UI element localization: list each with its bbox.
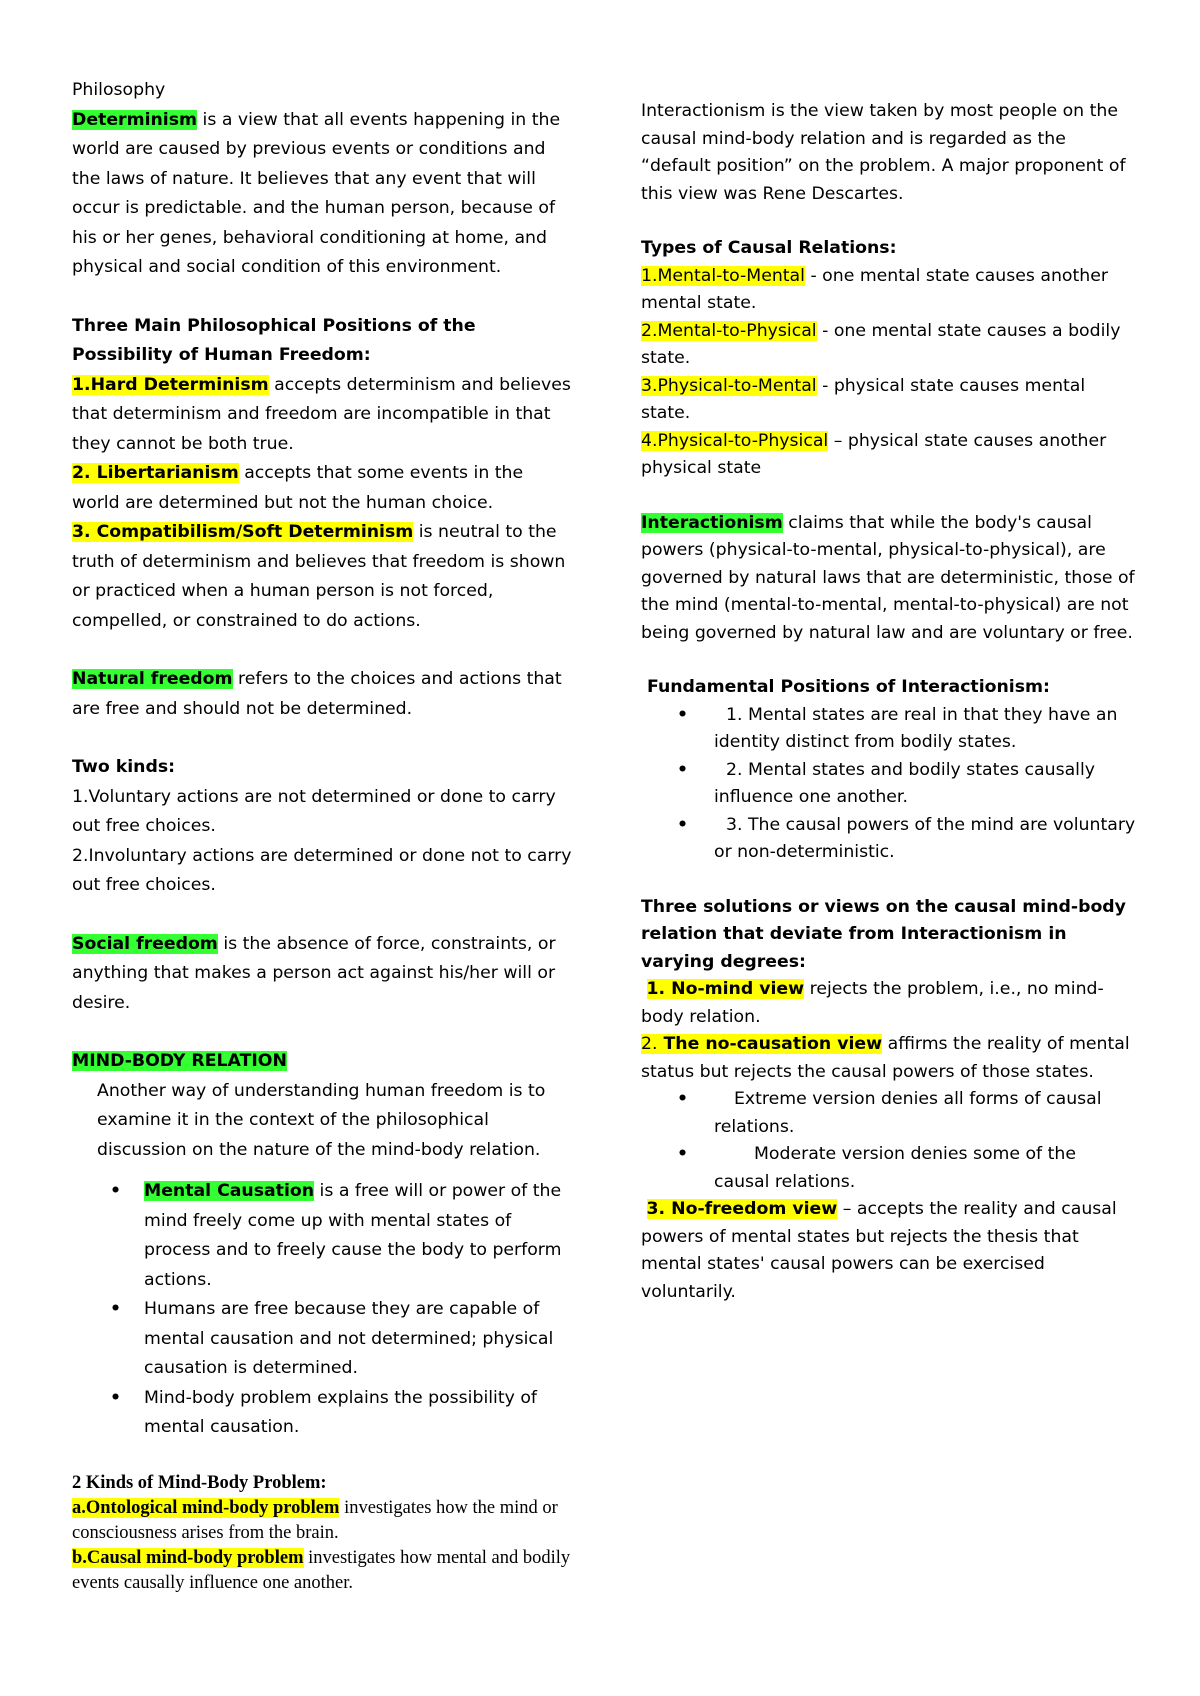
- list-item: [641, 702, 1136, 757]
- causal-term: b.Causal mind-body problem: [72, 1547, 304, 1568]
- list-item: [72, 1177, 572, 1295]
- kinds-problem-item: [72, 1496, 572, 1546]
- type-item: [641, 263, 1136, 318]
- list-item-text: Moderate version denies some of the causal relations.: [714, 1144, 1076, 1192]
- natural-freedom-term: Natural freedom: [72, 669, 233, 689]
- determinism-term: Determinism: [72, 109, 198, 130]
- mind-body-bullets: [72, 1177, 572, 1443]
- natural-freedom-text: refers to the choices and actions that are free and should not be determined.: [72, 669, 562, 719]
- list-item: [641, 1141, 1136, 1196]
- interactionism-term: Interactionism: [641, 512, 783, 533]
- type-text: – physical state causes another physical state: [641, 430, 1107, 478]
- position-text: accepts that some events in the world are determined but not the human choice.: [72, 463, 524, 513]
- type-text: - one mental state causes another mental state.: [641, 265, 1108, 313]
- solution-term: 1. No-mind view: [646, 979, 805, 999]
- list-item: [641, 757, 1136, 812]
- interactionism-intro: Interactionism is the view taken by most people on the causal mind-body relation and is regarded as the “default position” on the problem. A major proponent of this view was Rene Descartes.: [641, 101, 1126, 204]
- type-item: [641, 373, 1136, 428]
- determinism-text: is a view that all events happening in the world are caused by previous events or conditions and the laws of nature. It believes that any event that will occur is predictable. and the human person, because of his or her genes, behavioral conditioning at home, and physical and social condition of this environment.: [72, 109, 561, 277]
- type-term: 4.Physical-to-Physical: [641, 430, 829, 451]
- list-item-text: 3. The causal powers of the mind are voluntary or non-deterministic.: [714, 814, 1136, 862]
- three-solutions-heading: Three solutions or views on the causal mind-body relation that deviate from Interactionism in varying degrees:: [641, 896, 1126, 972]
- mind-body-heading-text: MIND-BODY RELATION: [72, 1051, 287, 1071]
- natural-freedom-paragraph: [72, 665, 572, 724]
- kinds-problem-heading: 2 Kinds of Mind-Body Problem:: [72, 1472, 327, 1493]
- list-item-text: 1. Mental states are real in that they have an identity distinct from bodily states.: [714, 704, 1118, 752]
- list-item-text: Extreme version denies all forms of causal relations.: [714, 1089, 1102, 1137]
- two-kinds-item: 2.Involuntary actions are determined or done not to carry out free choices.: [72, 845, 572, 895]
- mind-body-intro: Another way of understanding human freedom is to examine it in the context of the philosophical discussion on the nature of the mind-body relation.: [97, 1080, 546, 1160]
- type-item: [641, 318, 1136, 373]
- position-text: accepts determinism and believes that determinism and freedom are incompatible in that they cannot be both true.: [72, 374, 571, 454]
- solution-item: [641, 1031, 1136, 1086]
- list-item-text: is a free will or power of the mind freely come up with mental states of process and to freely cause the body to perform actions.: [144, 1181, 562, 1290]
- right-column: [641, 98, 1136, 1306]
- list-item: • Humans are free because they are capable of mental causation and not determined; physical causation is determined.: [72, 1295, 572, 1384]
- solution-text: – accepts the reality and causal powers of mental states but rejects the thesis that mental states' causal powers can be exercised voluntarily.: [641, 1199, 1117, 1302]
- kinds-problem-item: [72, 1546, 572, 1596]
- two-kinds-heading: Two kinds:: [72, 757, 176, 777]
- left-column: [72, 76, 572, 1596]
- no-causation-versions: [641, 1086, 1136, 1196]
- social-freedom-paragraph: [72, 930, 572, 1019]
- type-text: - one mental state causes a bodily state.: [641, 320, 1121, 368]
- fundamental-list: [641, 702, 1136, 867]
- list-item-text: 2. Mental states and bodily states causally influence one another.: [714, 759, 1095, 807]
- fundamental-heading: Fundamental Positions of Interactionism:: [647, 677, 1050, 697]
- kinds-problem-text: investigates how mental and bodily events causally influence one another.: [72, 1547, 571, 1593]
- mental-causation-term: Mental Causation: [144, 1181, 315, 1201]
- three-positions-heading: Three Main Philosophical Positions of the Possibility of Human Freedom:: [72, 315, 476, 365]
- solution-number: 2.: [641, 1034, 658, 1054]
- position-term: 1.Hard Determinism: [72, 374, 269, 395]
- position-item: [72, 371, 572, 460]
- interactionism-text: claims that while the body's causal powers (physical-to-mental, physical-to-physical), are governed by natural laws that are deterministic, those of the mind (mental-to-mental, mental-to-physical) are not being governed by natural law and are voluntary or free.: [641, 512, 1135, 643]
- kinds-problem-section: [72, 1471, 572, 1596]
- list-item: [641, 1086, 1136, 1141]
- determinism-paragraph: [72, 106, 572, 283]
- solution-text: affirms the reality of mental status but rejects the causal powers of those states.: [641, 1034, 1130, 1082]
- two-kinds-item: 1.Voluntary actions are not determined or done to carry out free choices.: [72, 786, 556, 836]
- solution-term: 3. No-freedom view: [646, 1199, 838, 1219]
- types-heading: Types of Causal Relations:: [641, 238, 897, 258]
- social-freedom-term: Social freedom: [72, 933, 218, 954]
- type-term: 1.Mental-to-Mental: [641, 265, 805, 286]
- mind-body-heading: [72, 1047, 572, 1077]
- interactionism-paragraph: [641, 510, 1136, 648]
- doc-title: Philosophy: [72, 80, 166, 100]
- position-item: [72, 459, 572, 518]
- type-text: - physical state causes mental state.: [641, 375, 1086, 423]
- position-text: is neutral to the truth of determinism and believes that freedom is shown or practiced when a human person is not forced, compelled, or constrained to do actions.: [72, 522, 566, 631]
- type-item: [641, 428, 1136, 483]
- ontological-term: a.Ontological mind-body problem: [72, 1497, 340, 1518]
- solution-item: [641, 1196, 1136, 1306]
- kinds-problem-text: investigates how the mind or consciousness arises from the brain.: [72, 1497, 558, 1543]
- list-item: [641, 812, 1136, 867]
- position-term: 3. Compatibilism/Soft Determinism: [72, 522, 414, 542]
- solution-text: rejects the problem, i.e., no mind-body relation.: [641, 979, 1104, 1027]
- type-term: 3.Physical-to-Mental: [641, 375, 817, 396]
- type-term: 2.Mental-to-Physical: [641, 320, 817, 341]
- position-term: 2. Libertarianism: [72, 463, 239, 483]
- solution-term: The no-causation view: [657, 1034, 883, 1054]
- social-freedom-text: is the absence of force, constraints, or anything that makes a person act against his/her will or desire.: [72, 933, 556, 1013]
- solution-item: [641, 976, 1136, 1031]
- position-item: [72, 518, 572, 636]
- list-item: • Mind-body problem explains the possibility of mental causation.: [72, 1384, 572, 1443]
